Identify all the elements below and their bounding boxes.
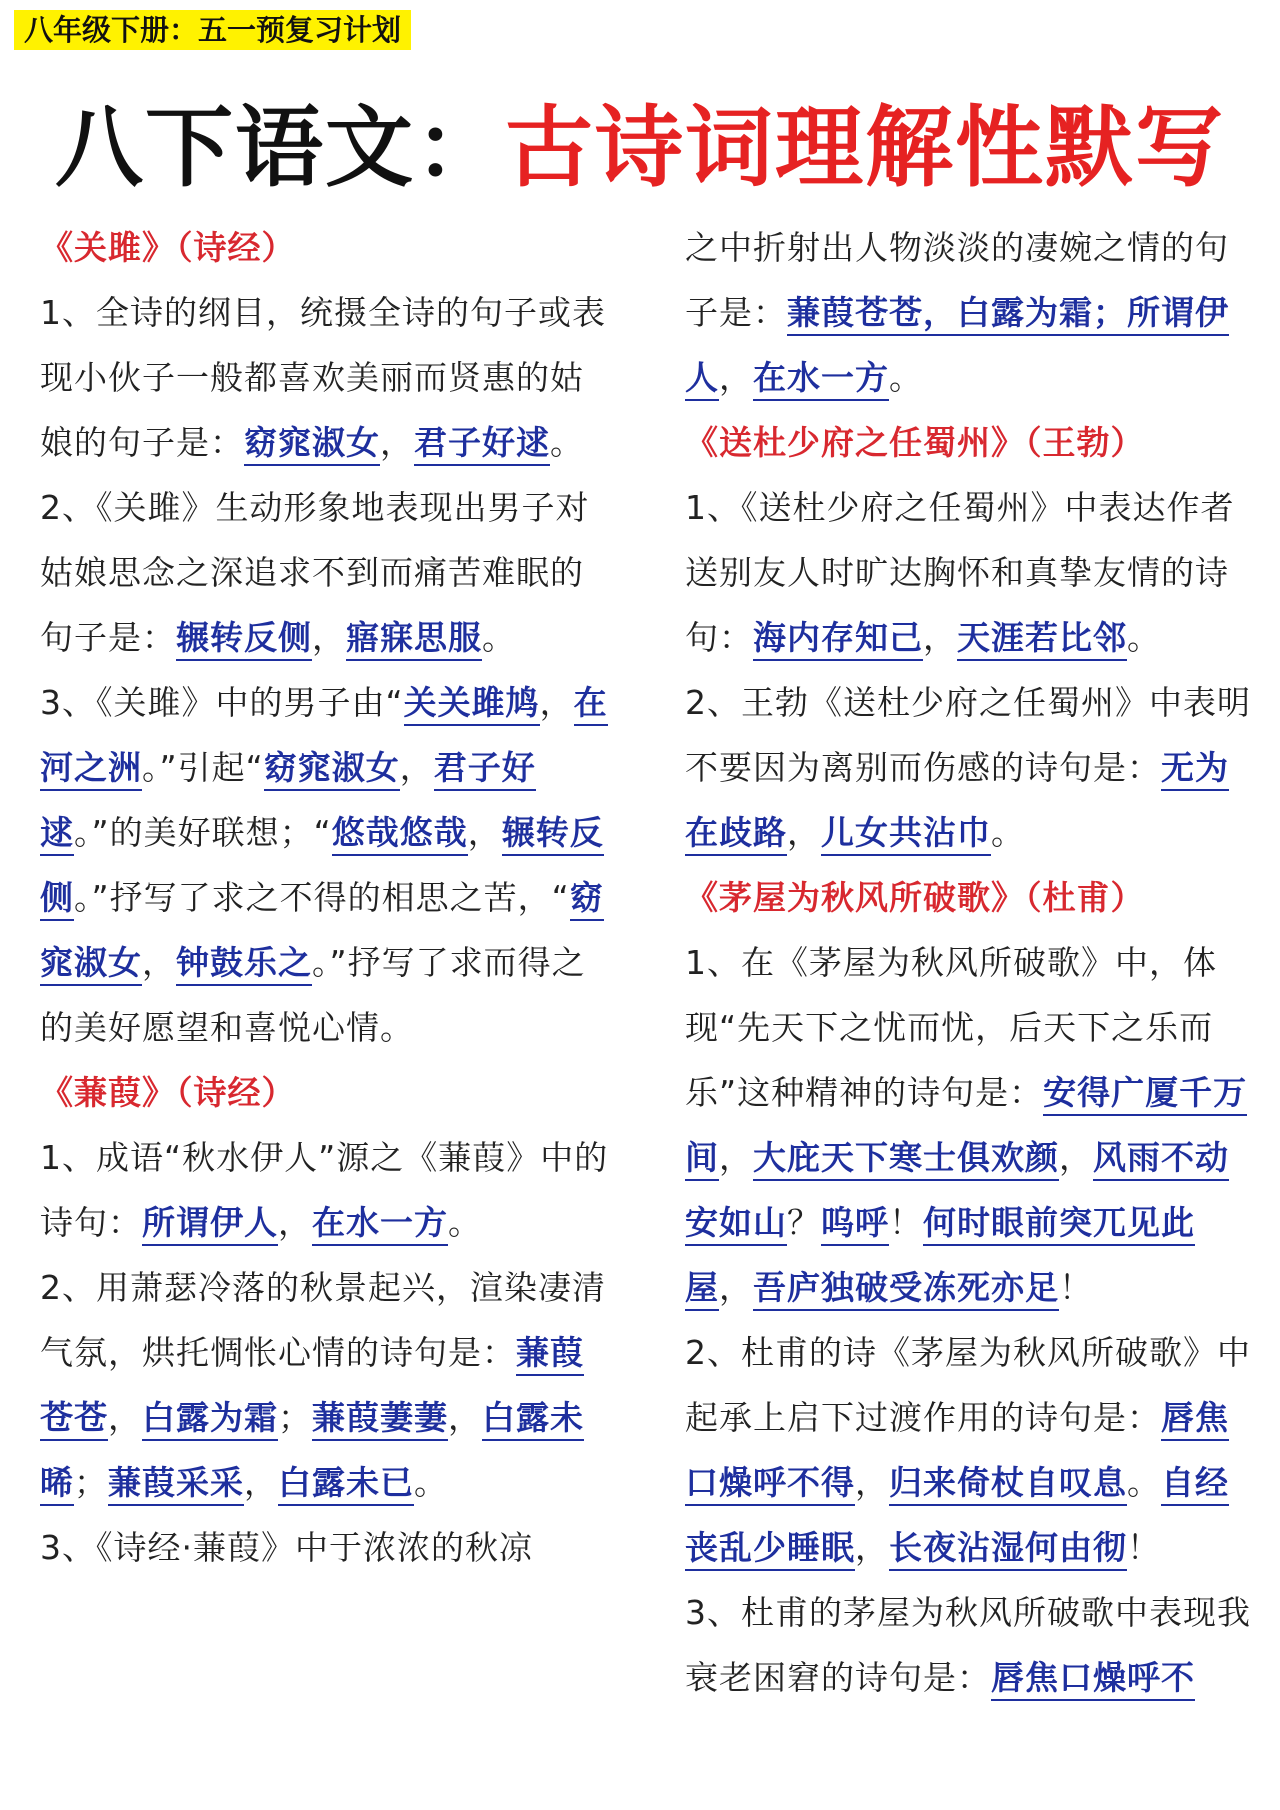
- punctuation: ！: [1127, 1528, 1161, 1567]
- question-text: 2、《关雎》生动形象地表现出男子对姑娘思念之深追求不到而痛苦难眠的句子是：: [40, 488, 590, 657]
- answer-phrase: 在水一方: [312, 1203, 448, 1246]
- punctuation: ，: [278, 1203, 312, 1242]
- answer-phrase: 大庇天下寒士俱欢颜: [753, 1138, 1059, 1181]
- section-heading-maowu: 《茅屋为秋风所破歌》（杜甫）: [685, 878, 1145, 917]
- question-text: 。”引起“: [142, 748, 264, 787]
- right-column: [685, 215, 1260, 1710]
- answer-phrase: 窈窕淑女: [244, 423, 380, 466]
- question-text: 。”的美好联想；“: [74, 813, 332, 852]
- punctuation: 。: [991, 813, 1025, 852]
- question-songdu-1: [685, 475, 1260, 670]
- punctuation: ，: [923, 618, 957, 657]
- punctuation: ，: [787, 813, 821, 852]
- punctuation: ，: [719, 358, 753, 397]
- answer-phrase: 在水一方: [753, 358, 889, 401]
- answer-phrase: 自经丧乱少睡眠: [685, 1463, 1229, 1571]
- answer-phrase: 钟鼓乐之: [176, 943, 312, 986]
- punctuation: ，: [467, 813, 502, 852]
- question-text: 1、全诗的纲目，统摄全诗的句子或表现小伙子一般都喜欢美丽而贤惠的姑娘的句子是：: [40, 293, 606, 462]
- answer-phrase: 君子好逑: [414, 423, 550, 466]
- answer-phrase: 悠哉悠哉: [332, 813, 468, 856]
- left-column: [40, 215, 615, 1580]
- answer-phrase: 安得广厦千万间: [685, 1073, 1247, 1181]
- question-guanju-3: [40, 670, 615, 1060]
- punctuation: ，: [380, 423, 414, 462]
- answer-phrase: 海内存知己: [753, 618, 923, 661]
- punctuation: ，: [719, 1268, 753, 1307]
- question-text: 3、《关雎》中的男子由“: [40, 683, 404, 722]
- punctuation: ，: [539, 683, 574, 722]
- answer-phrase: 辗转反侧: [40, 813, 604, 921]
- answer-phrase: 辗转反侧: [176, 618, 312, 661]
- question-songdu-2: [685, 670, 1260, 865]
- answer-phrase: 在河之洲: [40, 683, 608, 791]
- answer-phrase: 蒹葭采采: [108, 1463, 244, 1506]
- section-heading-jianjia: 《蒹葭》（诗经）: [40, 1073, 296, 1112]
- question-text: 2、王勃《送杜少府之任蜀州》中表明不要因为离别而伤感的诗句是：: [685, 683, 1251, 787]
- answer-phrase: 白露未晞: [40, 1398, 584, 1506]
- answer-phrase: 唇焦口燥呼不得: [685, 1398, 1229, 1506]
- question-jianjia-3-cont: [685, 215, 1260, 410]
- punctuation: 。: [482, 618, 516, 657]
- answer-phrase: 无为在歧路: [685, 748, 1229, 856]
- question-text: 1、《送杜少府之任蜀州》中表达作者送别友人时旷达胸怀和真挚友情的诗句：: [685, 488, 1235, 657]
- punctuation: 。: [889, 358, 923, 397]
- question-text: 之中折射出人物淡淡的凄婉之情的句子是：: [685, 228, 1229, 332]
- punctuation: ，: [448, 1398, 482, 1437]
- punctuation: ，: [855, 1528, 889, 1567]
- punctuation: ，: [855, 1463, 889, 1502]
- punctuation: ；: [278, 1398, 312, 1437]
- question-guanju-1: [40, 280, 615, 475]
- question-jianjia-3-start: 3、《诗经·蒹葭》中于浓浓的秋凉: [40, 1528, 533, 1567]
- section-heading-songdu: 《送杜少府之任蜀州》（王勃）: [685, 423, 1145, 462]
- series-tag: 八年级下册：五一预复习计划: [14, 10, 411, 50]
- question-maowu-1: [685, 930, 1260, 1320]
- answer-phrase: 呜呼: [821, 1203, 889, 1246]
- punctuation: 。: [414, 1463, 448, 1502]
- punctuation: ，: [244, 1463, 278, 1502]
- punctuation: ，: [108, 1398, 142, 1437]
- question-jianjia-2: [40, 1255, 615, 1515]
- answer-phrase: 何时眼前突兀见此屋: [685, 1203, 1195, 1311]
- question-text: 3、杜甫的茅屋为秋风所破歌中表现我衰老困窘的诗句是：: [685, 1593, 1251, 1697]
- answer-phrase: 白露未已: [278, 1463, 414, 1506]
- punctuation: ；: [74, 1463, 108, 1502]
- answer-phrase: 蒹葭苍苍: [40, 1333, 584, 1441]
- title-topic: 古诗词理解性默写: [505, 95, 1226, 199]
- punctuation: 。: [1127, 1463, 1161, 1502]
- answer-phrase: 关关雎鸠: [404, 683, 540, 726]
- answer-phrase: 唇焦口燥呼不: [991, 1658, 1195, 1701]
- answer-phrase: 长夜沾湿何由彻: [889, 1528, 1127, 1571]
- question-text: 2、杜甫的诗《茅屋为秋风所破歌》中起承上启下过渡作用的诗句是：: [685, 1333, 1251, 1437]
- question-jianjia-1: [40, 1125, 615, 1255]
- question-text: 1、在《茅屋为秋风所破歌》中，体现“先天下之忧而忧，后天下之乐而乐”这种精神的诗句是：: [685, 943, 1217, 1112]
- punctuation: ，: [399, 748, 434, 787]
- answer-phrase: 所谓伊人: [142, 1203, 278, 1246]
- answer-phrase: 窈窕淑女: [264, 748, 400, 791]
- question-text: 2、用萧瑟冷落的秋景起兴，渲染凄清气氛，烘托惆怅心情的诗句是：: [40, 1268, 606, 1372]
- question-guanju-2: [40, 475, 615, 670]
- answer-phrase: 归来倚杖自叹息: [889, 1463, 1127, 1506]
- question-maowu-2: [685, 1320, 1260, 1580]
- punctuation: ，: [1059, 1138, 1093, 1177]
- section-heading-guanju: 《关雎》（诗经）: [40, 228, 296, 267]
- punctuation: ，: [142, 943, 176, 982]
- punctuation: 。: [448, 1203, 482, 1242]
- title-subject: 八下语文：: [54, 95, 505, 199]
- question-maowu-3: [685, 1580, 1260, 1710]
- answer-phrase: 吾庐独破受冻死亦足: [753, 1268, 1059, 1311]
- answer-phrase: 风雨不动安如山: [685, 1138, 1229, 1246]
- punctuation: 。: [1127, 618, 1161, 657]
- page-title: [0, 92, 1280, 202]
- question-text: 。”抒写了求之不得的相思之苦，“: [74, 878, 570, 917]
- answer-phrase: 窈窕淑女: [40, 878, 604, 986]
- answer-phrase: 蒹葭苍苍，白露为霜；所谓伊人: [685, 293, 1229, 401]
- answer-phrase: 天涯若比邻: [957, 618, 1127, 661]
- punctuation: ，: [312, 618, 346, 657]
- answer-phrase: 白露为霜: [142, 1398, 278, 1441]
- punctuation: ，: [719, 1138, 753, 1177]
- answer-phrase: 蒹葭萋萋: [312, 1398, 448, 1441]
- punctuation: ！: [1059, 1268, 1093, 1307]
- punctuation: 。: [550, 423, 584, 462]
- question-text: 。”抒写了求而得之的美好愿望和喜悦心情。: [40, 943, 586, 1047]
- punctuation: ！: [889, 1203, 923, 1242]
- question-text: 1、成语“秋水伊人”源之《蒹葭》中的诗句：: [40, 1138, 609, 1242]
- answer-phrase: 寤寐思服: [346, 618, 482, 661]
- answer-phrase: 儿女共沾巾: [821, 813, 991, 856]
- punctuation: ？: [787, 1203, 821, 1242]
- answer-phrase: 君子好逑: [40, 748, 536, 856]
